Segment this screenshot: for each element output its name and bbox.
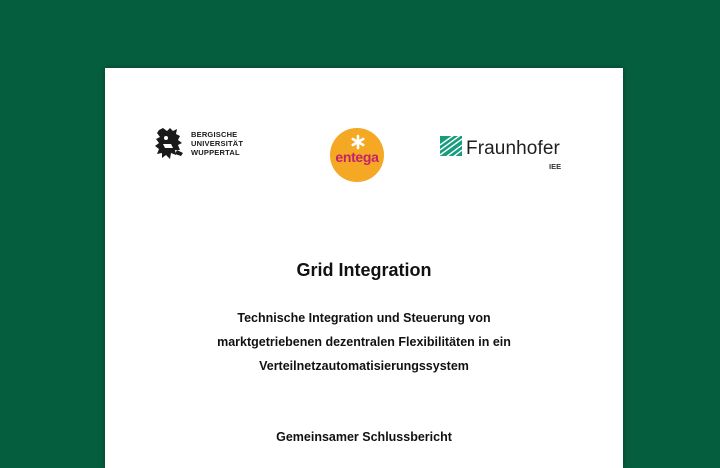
document-page (105, 68, 623, 468)
logo-fraunhofer (440, 136, 570, 176)
document-subtitle (105, 306, 623, 378)
fraunhofer-institute: IEE (549, 162, 562, 171)
buw-line-2: UNIVERSITÄT (191, 139, 244, 148)
subtitle-line-3: Verteilnetzautomatisierungssystem (259, 359, 469, 373)
subtitle-line-2: marktgetriebenen dezentralen Flexibilitäten in ein (217, 335, 511, 349)
logo-buw (153, 126, 253, 162)
fraunhofer-wordmark: Fraunhofer (466, 138, 560, 159)
buw-line-1: BERGISCHE (191, 130, 238, 139)
document-title: Grid Integration (296, 260, 432, 280)
buw-line-3: WUPPERTAL (191, 148, 240, 157)
subtitle-line-1: Technische Integration und Steuerung von (237, 311, 491, 325)
fraunhofer-stripes-icon (440, 136, 462, 156)
entega-asterisk-icon (350, 134, 366, 150)
report-type: Gemeinsamer Schlussbericht (276, 430, 452, 444)
logo-entega (330, 128, 384, 182)
entega-wordmark: entega (335, 149, 379, 165)
lion-icon (153, 126, 187, 162)
